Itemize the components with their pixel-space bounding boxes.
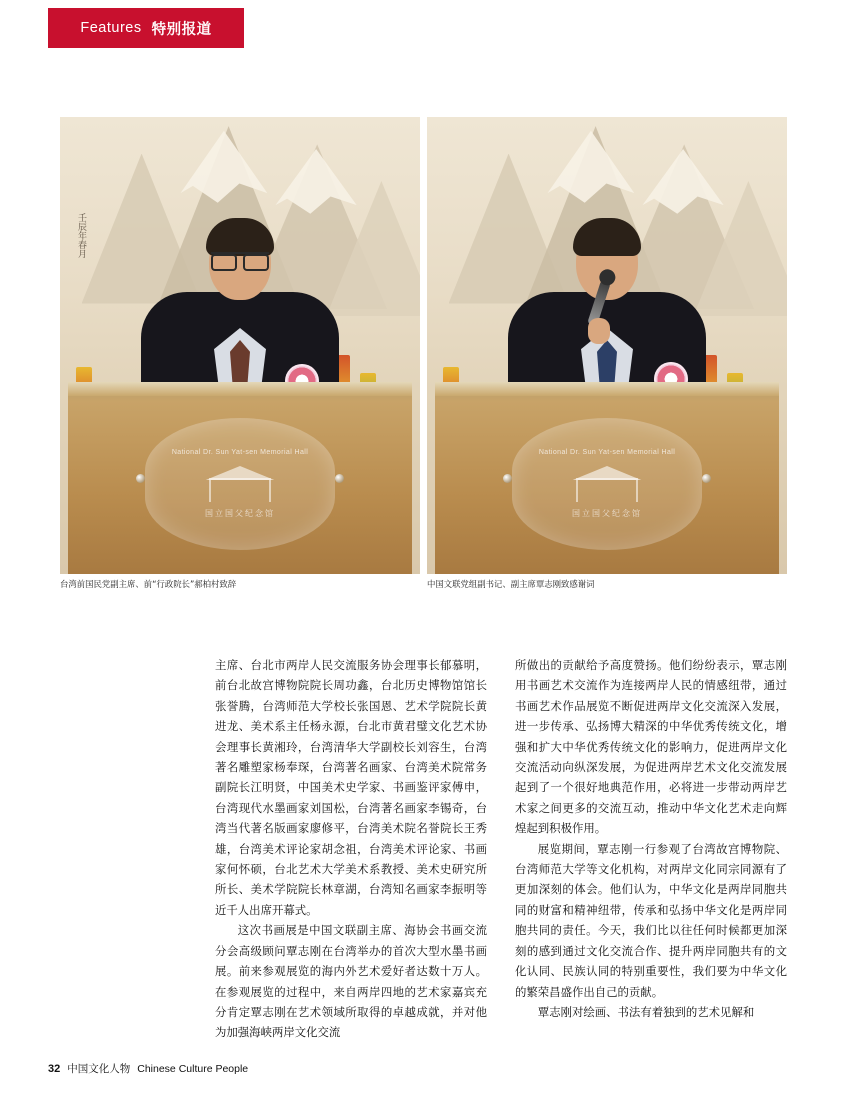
memorial-hall-icon bbox=[201, 460, 279, 504]
calligraphy-inscription: 壬辰年春月 bbox=[76, 213, 86, 258]
section-label-cn: 特别报道 bbox=[151, 21, 212, 38]
podium-screw bbox=[702, 474, 711, 483]
article-column-right bbox=[515, 655, 787, 1043]
article-column-left bbox=[215, 655, 487, 1043]
hair bbox=[573, 218, 641, 256]
photo-right bbox=[427, 117, 787, 574]
podium-top-edge bbox=[68, 382, 412, 396]
page-number: 32 bbox=[48, 1063, 61, 1075]
paragraph: 所做出的贡献给予高度赞扬。他们纷纷表示，覃志刚用书画艺术交流作为连接两岸人民的情感纽带，通过书画艺术作品展览不断促进两岸文化交流深入发展，进一步传承、弘扬博大精深的中华优秀传统文化，增强和扩大中华优秀传统文化的影响力，促进两岸文化交流活动向纵深发展，为促进两岸艺术文化交流发展起到了一个很好地典范作用，必将进一步带动两岸艺术家之间更多的交流互动，推动中华文化艺术走向辉煌起到积极作用。 bbox=[515, 658, 787, 836]
publication-name-cn: 中国文化人物 bbox=[67, 1063, 131, 1075]
photo-caption-left: 台湾前国民党副主席、前“行政院长”郝柏村致辞 bbox=[60, 579, 237, 589]
podium bbox=[68, 382, 412, 574]
paragraph: 展览期间，覃志刚一行参观了台湾故宫博物院、台湾师范大学等文化机构，对两岸文化同宗同源有了更加深刻的体会。他们认为，中华文化是两岸同胞共同的财富和精神纽带，传承和弘扬中华文化是两岸同胞共同的责任。今天，我们比以往任何时候都更加深刻的感到通过文化交流合作、提升两岸同胞共有的文化认同、民族认同的特别重要性，我们要为中华文化的繁荣昌盛作出自己的贡献。 bbox=[515, 841, 787, 999]
page-footer bbox=[48, 1061, 248, 1076]
photo-row bbox=[60, 117, 787, 574]
paragraph: 主席、台北市两岸人民交流服务协会理事长郁慕明，前台北故宫博物院院长周功鑫，台北历史博物馆馆长张誉腾，台湾师范大学校长张国恩、艺术学院院长黄进龙、美术系主任杨永源，台北市黄君璧文化艺术协会理事长黄湘玲，台湾清华大学副校长刘容生，台湾著名雕塑家杨奉琛，台湾著名画家、台湾美术院常务副院长江明贤，中国美术史学家、书画鉴评家傅申，台湾现代水墨画家刘国松，台湾著名画家李锡奇，台湾当代著名版画家廖修平，台湾美术院名誉院长王秀雄，台湾美术评论家胡念祖，台湾美术评论家、书画家何怀硕，台北艺术大学美术系教授、美术史研究所所长、美术学院院长林章湖，台湾知名画家李振明等近千人出席开幕式。 bbox=[215, 658, 487, 917]
plaque-text-cn: 国立国父纪念馆 bbox=[572, 509, 642, 518]
paragraph: 这次书画展是中国文联副主席、海协会书画交流分会高级顾问覃志刚在台湾举办的首次大型水墨书画展。前来参观展览的海内外艺术爱好者达数十万人。在参观展览的过程中，来自两岸四地的艺术家嘉宾充分肯定覃志刚在艺术领域所取得的卓越成就，并对他为加强海峡两岸文化交流 bbox=[215, 923, 487, 1040]
podium-plaque bbox=[512, 418, 702, 550]
hand bbox=[588, 318, 610, 344]
plaque-text-cn: 国立国父纪念馆 bbox=[205, 509, 275, 518]
publication-name-en: Chinese Culture People bbox=[137, 1063, 249, 1075]
article-body bbox=[215, 655, 787, 1043]
podium-top-edge bbox=[435, 382, 779, 396]
podium-screw bbox=[136, 474, 145, 483]
plaque-text-en: National Dr. Sun Yat-sen Memorial Hall bbox=[171, 449, 309, 456]
podium bbox=[435, 382, 779, 574]
memorial-hall-icon bbox=[568, 460, 646, 504]
podium-screw bbox=[503, 474, 512, 483]
podium-screw bbox=[335, 474, 344, 483]
podium-plaque bbox=[145, 418, 335, 550]
paragraph: 覃志刚对绘画、书法有着独到的艺术见解和 bbox=[537, 1004, 755, 1019]
photo-caption-right: 中国文联党组副书记、副主席覃志刚致感谢词 bbox=[427, 579, 595, 589]
photo-left bbox=[60, 117, 420, 574]
section-label-en: Features bbox=[80, 20, 142, 36]
plaque-text-en: National Dr. Sun Yat-sen Memorial Hall bbox=[538, 449, 676, 456]
eyeglasses-icon bbox=[211, 252, 269, 268]
caption-row bbox=[60, 578, 787, 590]
hair bbox=[206, 218, 274, 256]
section-header-banner bbox=[48, 8, 244, 48]
